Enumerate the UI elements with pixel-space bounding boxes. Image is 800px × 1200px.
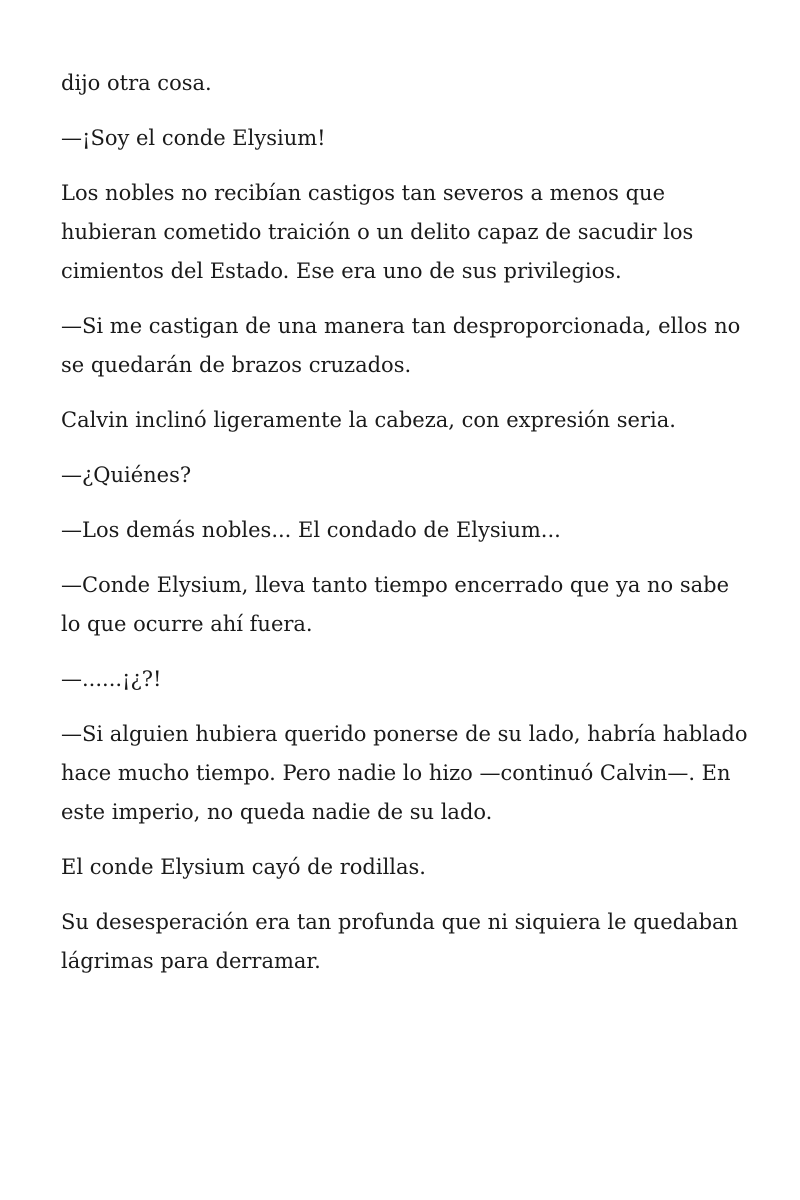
dialogue-paragraph: —Si me castigan de una manera tan desproporcionada, ellos no se quedarán de brazos cruzados. — [61, 314, 741, 377]
dialogue-paragraph: —Los demás nobles... El condado de Elysium... — [61, 518, 561, 542]
book-page-text — [61, 64, 751, 997]
paragraph: Los nobles no recibían castigos tan severos a menos que hubieran cometido traición o un delito capaz de sacudir los cimientos del Estado. Ese era uno de sus privilegios. — [61, 181, 694, 283]
paragraph: El conde Elysium cayó de rodillas. — [61, 855, 426, 879]
dialogue-paragraph: —......¡¿?! — [61, 667, 162, 691]
dialogue-paragraph: —Conde Elysium, lleva tanto tiempo encerrado que ya no sabe lo que ocurre ahí fuera. — [61, 573, 730, 636]
dialogue-paragraph: —¡Soy el conde Elysium! — [61, 126, 326, 150]
dialogue-paragraph: —Si alguien hubiera querido ponerse de su lado, habría hablado hace mucho tiempo. Pero nadie lo hizo —continuó Calvin—. En este imperio, no queda nadie de su lado. — [61, 722, 748, 824]
dialogue-paragraph: —¿Quiénes? — [61, 463, 192, 487]
paragraph: dijo otra cosa. — [61, 71, 212, 95]
paragraph: Calvin inclinó ligeramente la cabeza, con expresión seria. — [61, 408, 676, 432]
paragraph: Su desesperación era tan profunda que ni siquiera le quedaban lágrimas para derramar. — [61, 910, 739, 973]
